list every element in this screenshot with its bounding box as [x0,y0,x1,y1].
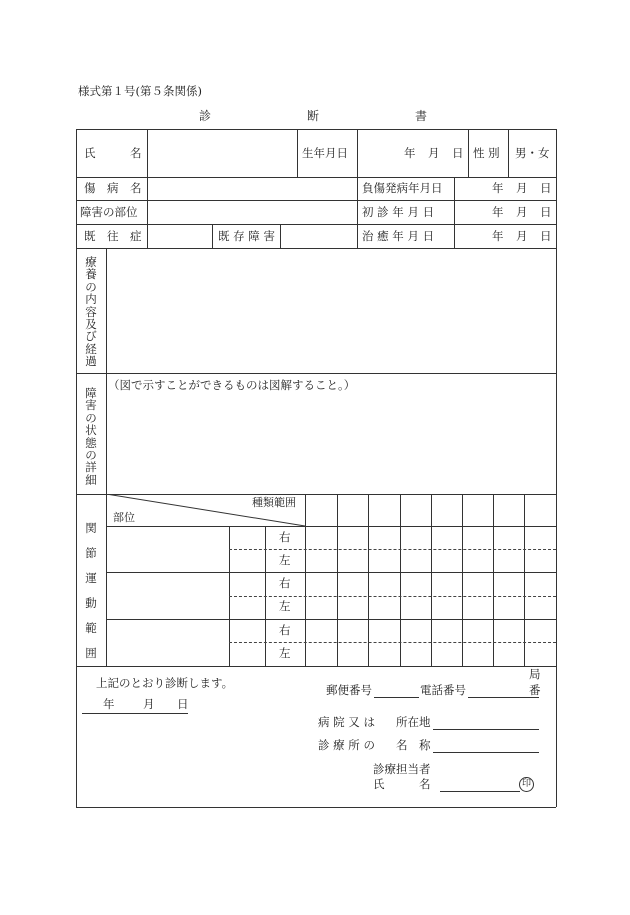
table-left [76,129,77,807]
rom-right-1: 右 [279,530,291,544]
condition-note: （図で示すことができるものは図解すること。） [108,378,356,392]
injury-day: 日 [540,181,552,195]
table-top [76,129,556,130]
sex-value: 男・女 [515,146,550,160]
vertical-char: 障 [85,386,97,400]
r4-v1 [212,224,213,248]
vertical-char: の [85,410,97,425]
cure-year: 年 [492,229,504,243]
address-label: 所在地 [396,715,431,729]
first-visit-year: 年 [492,205,504,219]
vertical-char: 範 [85,621,97,635]
left-col-line [106,248,107,666]
row-line-2 [76,200,556,201]
rom-type-range: 種類範囲 [252,496,296,509]
cure-label: 治 癒 年 月 日 [362,229,435,243]
vertical-char: 細 [85,472,97,487]
rom-dash-2 [229,596,556,597]
part-label: 障害の部位 [80,205,138,219]
vertical-char: 容 [85,304,97,319]
title-char-2: 断 [307,109,320,123]
birth-month: 月 [428,146,440,160]
vertical-char: 運 [85,571,97,585]
vertical-char: の [85,448,97,463]
vertical-char: 経 [85,341,97,356]
address-underline [433,729,539,730]
rom-right-3: 右 [279,623,291,637]
vertical-char: 害 [85,398,97,413]
form-number: 様式第１号(第５条関係) [78,84,202,98]
vertical-char: 関 [85,521,97,535]
vertical-char: 状 [85,423,97,438]
seal-text: 印 [521,779,531,789]
vertical-char: び [85,329,97,344]
clinic-label: 診 療 所 の [318,738,375,752]
vertical-char: 及 [85,317,97,332]
rom-dash-1 [229,549,556,550]
rom-v2 [368,494,369,666]
rom-v3 [400,494,401,666]
rom-part: 部位 [113,511,135,524]
rom-v7 [524,494,525,666]
vertical-char: 内 [85,292,97,307]
cure-month: 月 [516,229,528,243]
doctor-name-underline [440,791,520,792]
r2-v1 [147,177,148,248]
injury-year: 年 [492,181,504,195]
footer-day: 日 [177,697,189,711]
date-underline [82,713,188,714]
sex-label: 性 別 [473,146,500,160]
r1-v3 [357,129,358,177]
first-visit-label: 初 診 年 月 日 [362,205,435,219]
r2-v2 [357,177,358,248]
ban: 番 [529,683,541,697]
injury-month: 月 [516,181,528,195]
first-visit-day: 日 [540,205,552,219]
statement: 上記のとおり診断します。 [96,676,234,690]
rom-v5 [462,494,463,666]
vertical-char: 療 [85,255,97,269]
doctor-name-label: 氏 名 [373,777,431,791]
r4-v2 [280,224,281,248]
row-line-4 [76,248,556,249]
rom-left-3: 左 [279,646,291,660]
row-line-5 [76,373,556,374]
kyoku: 局 [529,667,541,681]
vertical-char: 態 [85,435,97,450]
r1-v5 [508,129,509,177]
cure-day: 日 [540,229,552,243]
rom-dash-3 [229,642,556,643]
rom-left-2: 左 [279,599,291,613]
facility-name-label: 名 称 [396,738,431,752]
doctor-label: 診療担当者 [373,762,431,776]
rom-v6 [493,494,494,666]
vertical-char: 詳 [85,460,97,475]
birth-day: 日 [452,146,464,160]
table-right [556,129,557,807]
vertical-char: 過 [85,354,97,369]
first-visit-month: 月 [516,205,528,219]
row-line-1 [76,177,556,178]
injury-date-label: 負傷発病年月日 [362,181,443,195]
history-label: 既 往 症 [84,229,142,243]
rom-group-line-1 [106,572,556,573]
r2-v3 [454,177,455,248]
birth-year: 年 [404,146,416,160]
footer-year: 年 [103,697,115,711]
row-line-7 [76,666,556,667]
r1-v2 [297,129,298,177]
r1-v4 [468,129,469,177]
birth-label: 生年月日 [302,146,348,160]
rom-v1 [337,494,338,666]
rom-label [84,516,98,666]
rom-v4 [431,494,432,666]
vertical-char: 節 [85,546,97,560]
rom-group-line-2 [106,619,556,620]
phone-underline [468,697,539,698]
vertical-char: の [85,279,97,294]
title-char-3: 書 [415,109,428,123]
hospital-label: 病 院 又 は [318,715,375,729]
seal-icon [519,777,534,792]
rom-right-2: 右 [279,576,291,590]
rom-left-1: 左 [279,553,291,567]
vertical-char: 動 [85,596,97,610]
row-line-3 [76,224,556,225]
postal-underline [374,697,419,698]
treatment-label [84,256,98,368]
existing-label: 既 存 障 害 [218,229,275,243]
title-char-1: 診 [199,109,212,123]
table-bottom [76,807,556,808]
vertical-char: 囲 [85,646,97,660]
footer-month: 月 [143,697,155,711]
facility-name-underline [433,752,539,753]
disease-label: 傷 病 名 [84,181,142,195]
r1-v1 [147,129,148,177]
phone-label: 電話番号 [420,683,466,697]
name-label: 氏 名 [84,146,142,160]
postal-label: 郵便番号 [326,683,372,697]
condition-label [84,387,98,486]
vertical-char: 養 [85,267,97,282]
